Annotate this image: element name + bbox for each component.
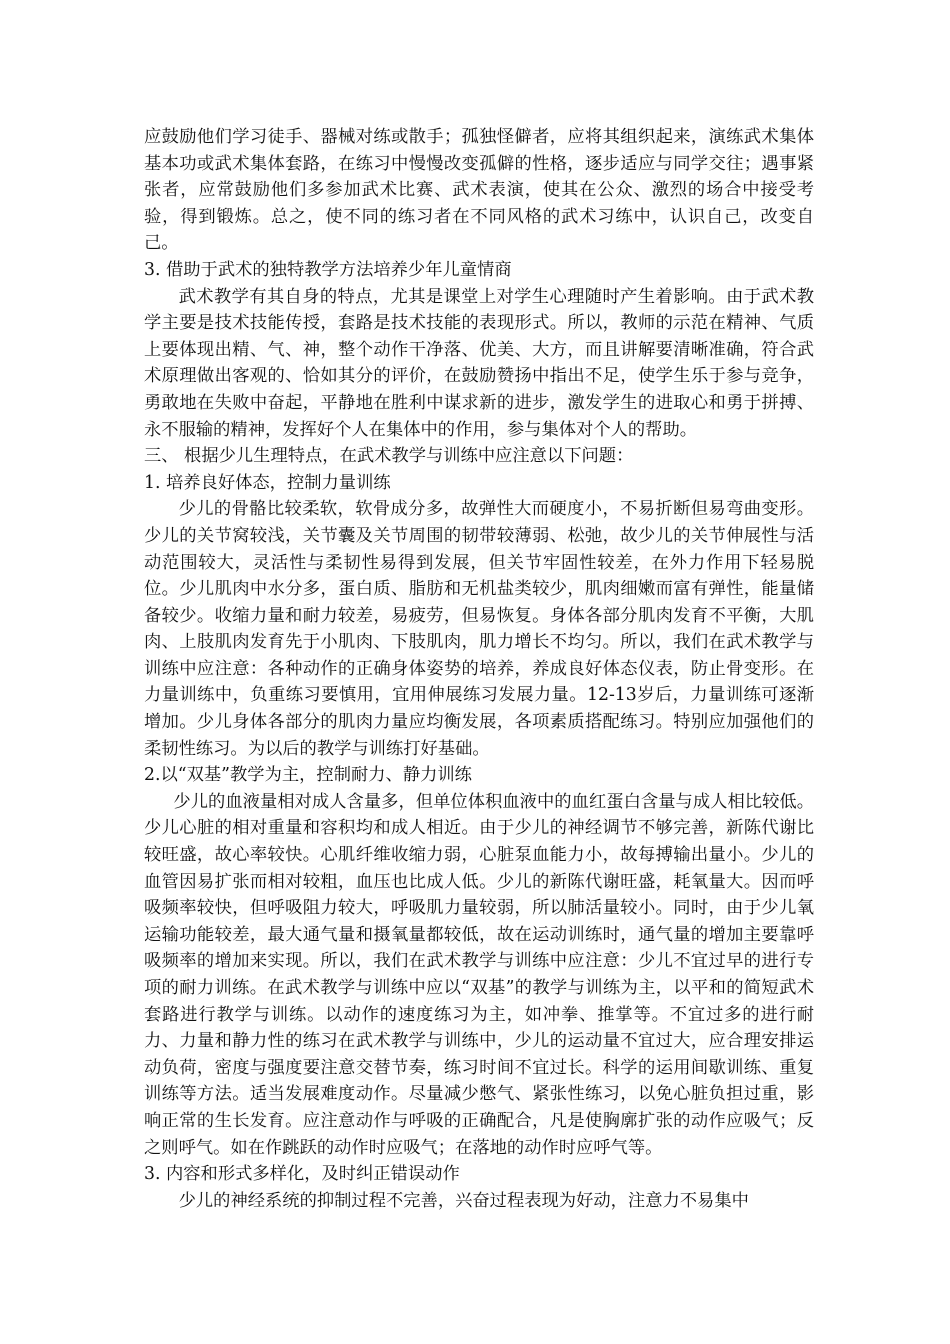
body-paragraph: 少儿的血液量相对成人含量多，但单位体积血液中的血红蛋白含量与成人相比较低。少儿心脏的相对重量和容积均和成人相近。由于少儿的神经调节不够完善，新陈代谢比较旺盛，故心率较快。心肌纤维收缩力弱，心脏泵血能力小，故每搏输出量小。少儿的血管因易扩张而相对较粗，血压也比成人低。少儿的新陈代谢旺盛，耗氧量大。因而呼吸频率较快，但呼吸阻力较大，呼吸肌力量较弱，所以肺活量较小。同时，由于少儿氧运输功能较差，最大通气量和摄氧量都较低，故在运动训练时，通气量的增加主要靠呼吸频率的增加来实现。所以，我们在武术教学与训练中应注意：少儿不宜过早的进行专项的耐力训练。在武术教学与训练中应以“双基”的教学与训练为主，以平和的简短武术套路进行教学与训练。以动作的速度练习为主，如冲拳、推掌等。不宜过多的进行耐力、力量和静力性的练习在武术教学与训练中，少儿的运动量不宜过大，应合理安排运动负荷，密度与强度要注意交替节奏，练习时间不宜过长。科学的运用间歇训练、重复训练等方法。适当发展难度动作。尽量减少憋气、紧张性练习，以免心脏负担过重，影响正常的生长发育。应注意动作与呼吸的正确配合，凡是使胸廓扩张的动作应吸气；反之则呼气。如在作跳跃的动作时应吸气；在落地的动作时应呼气等。 (144, 791, 814, 1158)
section-heading: 2.以“双基”教学为主，控制耐力、静力训练 (144, 765, 472, 786)
document-page (144, 124, 814, 1214)
body-paragraph: 少儿的骨骼比较柔软，软骨成分多，故弹性大而硬度小，不易折断但易弯曲变形。少儿的关节窝较浅，关节囊及关节周围的韧带较薄弱、松弛，故少儿的关节伸展性与活动范围较大，灵活性与柔韧性易得到发展，但关节牢固性较差，在外力作用下轻易脱位。少儿肌肉中水分多，蛋白质、脂肪和无机盐类较少，肌肉细嫩而富有弹性，能量储备较少。收缩力量和耐力较差，易疲劳，但易恢复。身体各部分肌肉发育不平衡，大肌肉、上肢肌肉发育先于小肌肉、下肢肌肉，肌力增长不均匀。所以，我们在武术教学与训练中应注意：各种动作的正确身体姿势的培养，养成良好体态仪表，防止骨变形。在力量训练中，负重练习要慎用，宜用伸展练习发展力量。12-13岁后，力量训练可逐渐增加。少儿身体各部分的肌肉力量应均衡发展，各项素质搭配练习。特别应加强他们的柔韧性练习。为以后的教学与训练打好基础。 (144, 499, 814, 759)
section-heading: 3. 内容和形式多样化，及时纠正错误动作 (144, 1164, 460, 1185)
body-paragraph: 武术教学有其自身的特点，尤其是课堂上对学生心理随时产生着影响。由于武术教学主要是技术技能传授，套路是技术技能的表现形式。所以，教师的示范在精神、气质上要体现出精、气、神，整个动作干净落、优美、大方，而且讲解要清晰准确，符合武术原理做出客观的、恰如其分的评价，在鼓励赞扬中指出不足，使学生乐于参与竞争，勇敢地在失败中奋起，平静地在胜利中谋求新的进步，激发学生的进取心和勇于拼搏、永不服输的精神，发挥好个人在集体中的作用，参与集体对个人的帮助。 (144, 286, 814, 440)
body-paragraph: 少儿的神经系统的抑制过程不完善，兴奋过程表现为好动，注意力不易集中 (178, 1190, 749, 1211)
section-heading: 1. 培养良好体态，控制力量训练 (144, 472, 391, 493)
section-heading: 三、 根据少儿生理特点，在武术教学与训练中应注意以下问题： (144, 446, 634, 467)
body-paragraph: 应鼓励他们学习徒手、器械对练或散手；孤独怪僻者，应将其组织起来，演练武术集体基本功或武术集体套路，在练习中慢慢改变孤僻的性格，逐步适应与同学交往；遇事紧张者，应常鼓励他们多参加武术比赛、武术表演，使其在公众、激烈的场合中接受考验，得到锻炼。总之，使不同的练习者在不同风格的武术习练中，认识自己，改变自己。 (144, 127, 814, 254)
section-heading: 3. 借助于武术的独特教学方法培养少年儿童情商 (144, 259, 512, 280)
